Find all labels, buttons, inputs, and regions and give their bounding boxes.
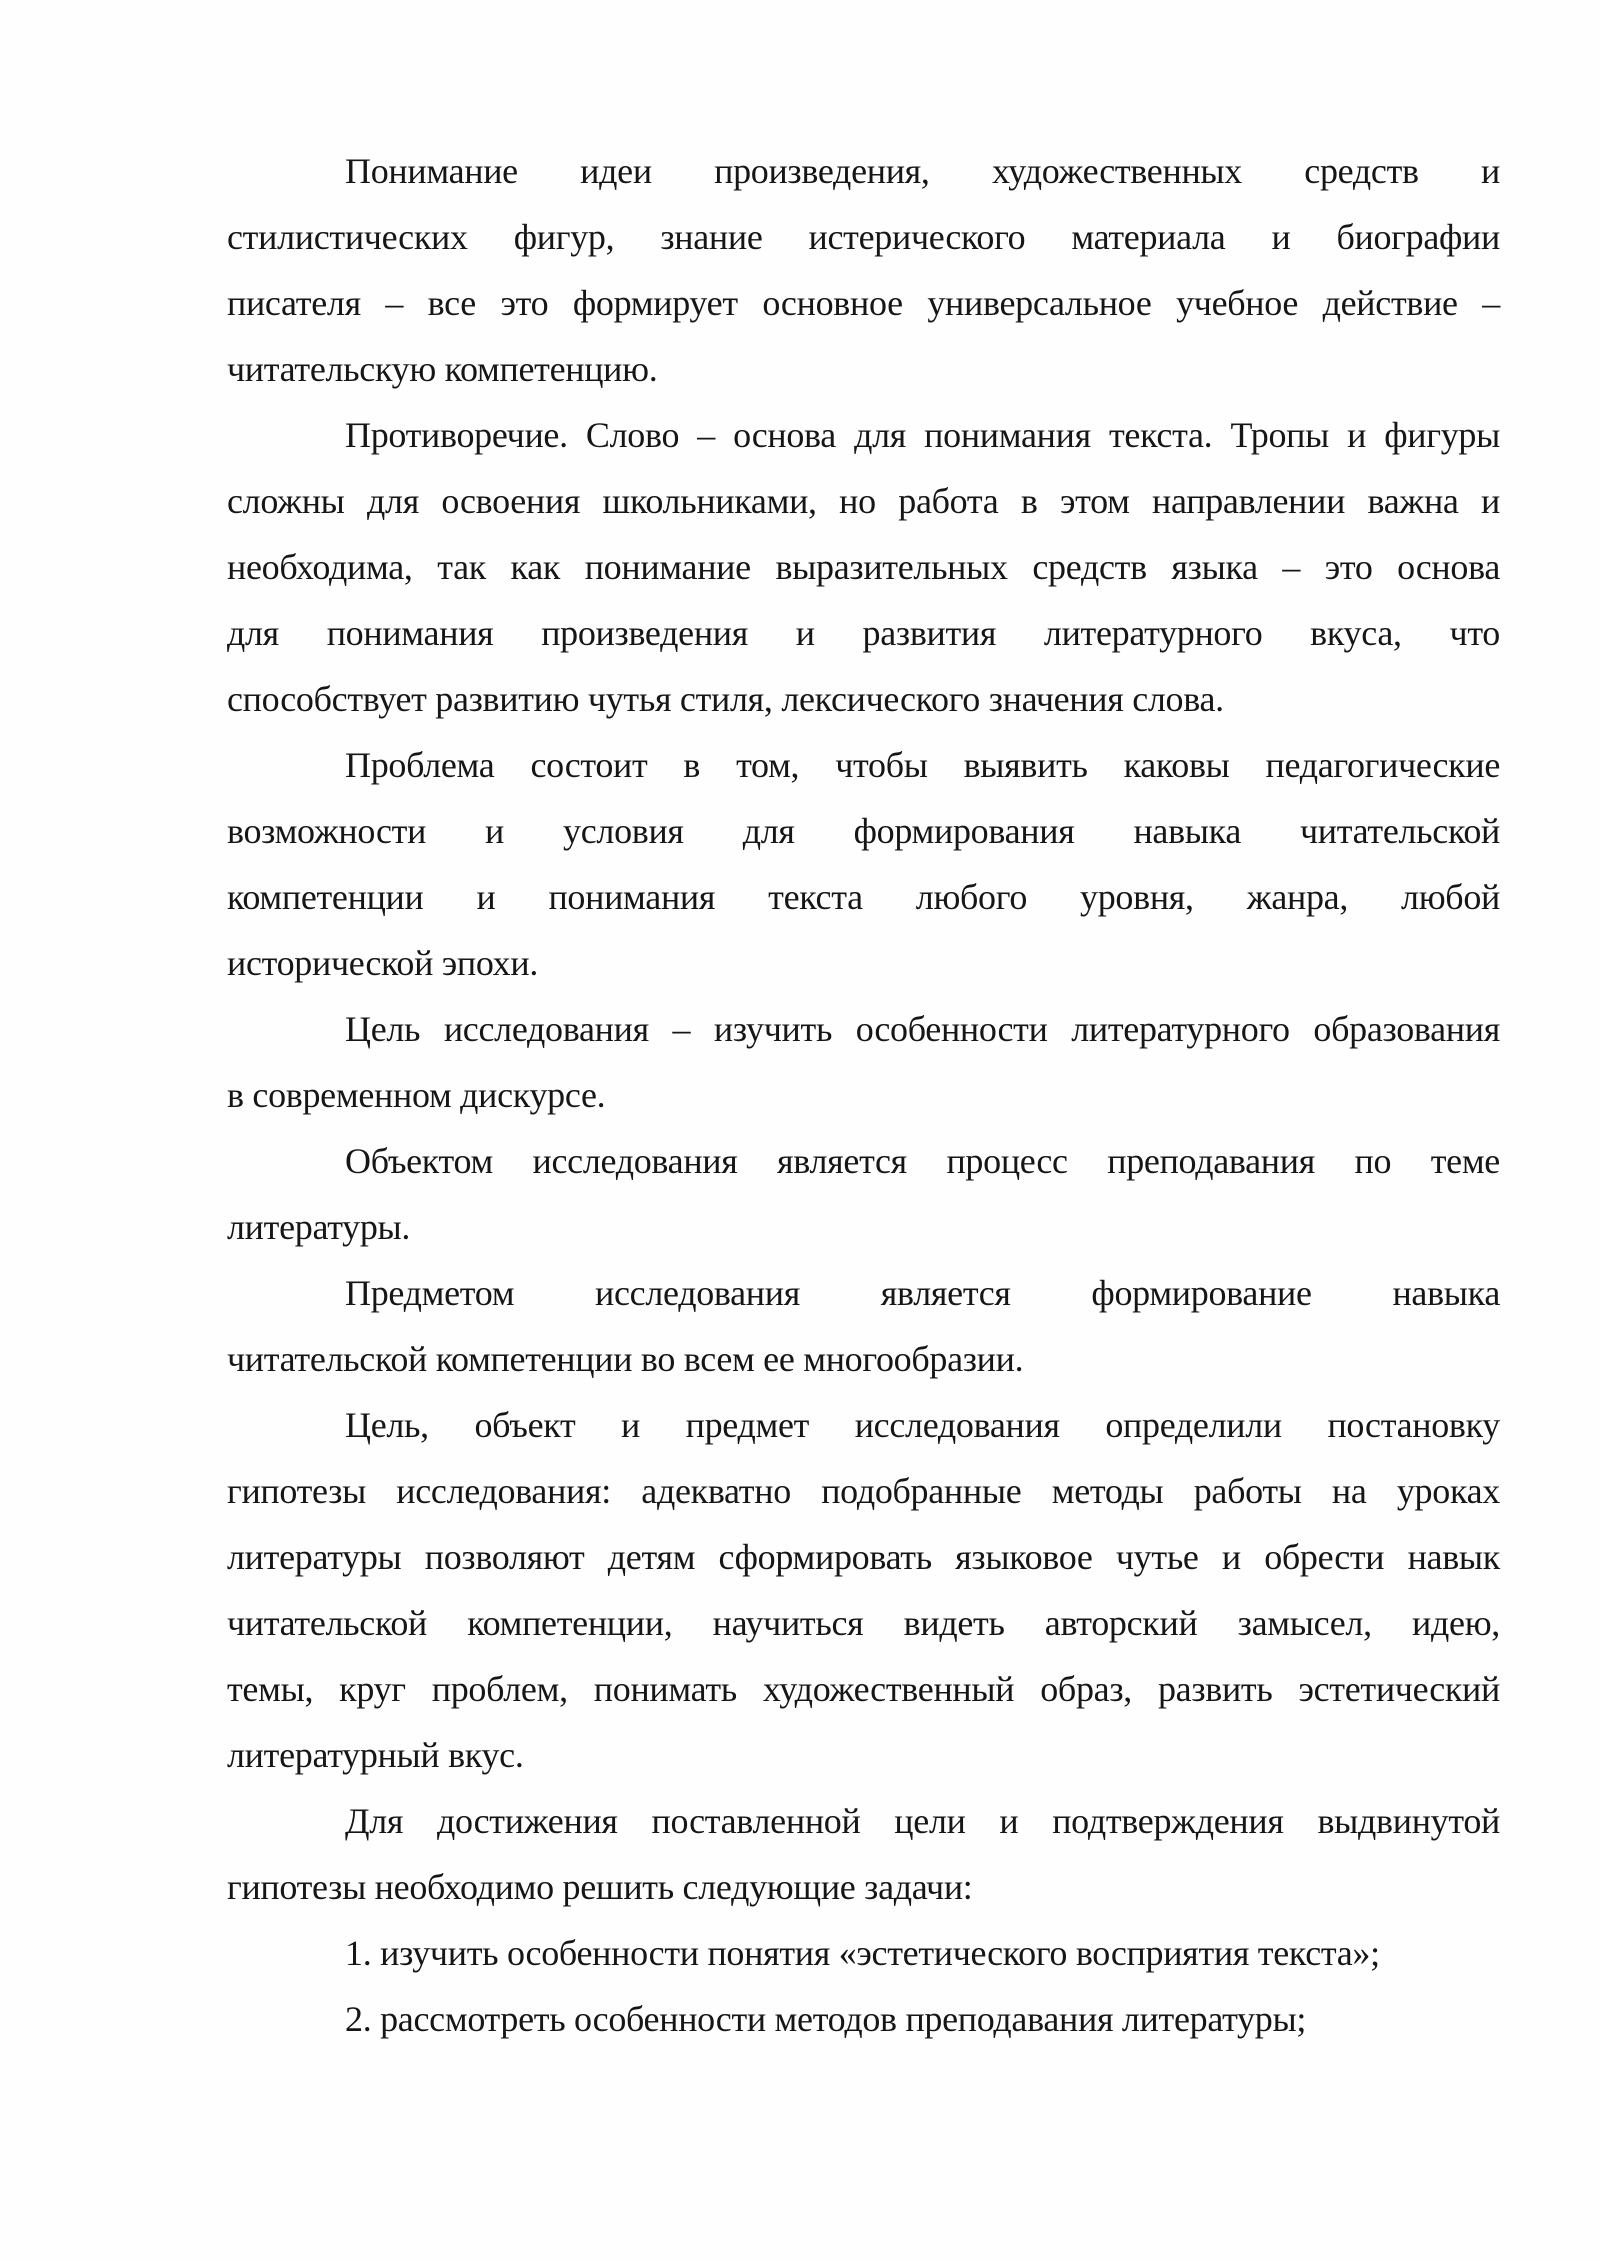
paragraph-object-line-1: Объектом исследования является процесс преподавания по теме: [345, 1141, 1500, 1181]
paragraph-problem-line-1: Проблема состоит в том, чтобы выявить каковы педагогические: [345, 745, 1500, 785]
paragraph-object-line-2: литературы.: [227, 1207, 411, 1247]
paragraph-hypothesis-line-1: Цель, объект и предмет исследования определили постановку: [345, 1405, 1500, 1445]
paragraph-contradiction-line-4: для понимания произведения и развития литературного вкуса, что: [227, 613, 1500, 653]
paragraph-goal-line-1: Цель исследования – изучить особенности литературного образования: [345, 1009, 1500, 1049]
text-column: [227, 138, 1500, 2052]
paragraph-reading-competence-line-3: писателя – все это формирует основное универсальное учебное действие –: [227, 283, 1500, 323]
paragraph-hypothesis-line-2: гипотезы исследования: адекватно подобранные методы работы на уроках: [227, 1471, 1500, 1511]
paragraph-hypothesis-line-5: темы, круг проблем, понимать художественный образ, развить эстетический: [227, 1669, 1500, 1709]
paragraph-reading-competence-line-1: Понимание идеи произведения, художественных средств и: [345, 151, 1500, 191]
paragraph-reading-competence-line-2: стилистических фигур, знание истерического материала и биографии: [227, 217, 1500, 257]
paragraph-problem-line-3: компетенции и понимания текста любого уровня, жанра, любой: [227, 877, 1500, 917]
task-item-2-line-1: 2. рассмотреть особенности методов преподавания литературы;: [345, 1999, 1307, 2039]
paragraph-tasks-intro-line-1: Для достижения поставленной цели и подтверждения выдвинутой: [345, 1801, 1500, 1841]
paragraph-problem-line-4: исторической эпохи.: [227, 943, 539, 983]
task-item-1-line-1: 1. изучить особенности понятия «эстетического восприятия текста»;: [345, 1933, 1380, 1973]
paragraph-hypothesis-line-3: литературы позволяют детям сформировать языковое чутье и обрести навык: [227, 1537, 1500, 1577]
paragraph-subject-line-2: читательской компетенции во всем ее многообразии.: [227, 1339, 1024, 1379]
paragraph-goal-line-2: в современном дискурсе.: [227, 1075, 606, 1115]
paragraph-hypothesis-line-4: читательской компетенции, научиться видеть авторский замысел, идею,: [227, 1603, 1500, 1643]
paragraph-reading-competence-line-4: читательскую компетенцию.: [227, 349, 658, 389]
paragraph-contradiction-line-5: способствует развитию чутья стиля, лексического значения слова.: [227, 679, 1224, 719]
paragraph-contradiction-line-2: сложны для освоения школьниками, но работа в этом направлении важна и: [227, 481, 1500, 521]
paragraph-problem-line-2: возможности и условия для формирования навыка читательской: [227, 811, 1500, 851]
paragraph-hypothesis-line-6: литературный вкус.: [227, 1735, 524, 1775]
paragraph-contradiction-line-3: необходима, так как понимание выразительных средств языка – это основа: [227, 547, 1500, 587]
paragraph-tasks-intro-line-2: гипотезы необходимо решить следующие задачи:: [227, 1867, 973, 1907]
paragraph-subject-line-1: Предметом исследования является формирование навыка: [345, 1273, 1500, 1313]
paragraph-contradiction-line-1: Противоречие. Слово – основа для понимания текста. Тропы и фигуры: [345, 415, 1500, 455]
